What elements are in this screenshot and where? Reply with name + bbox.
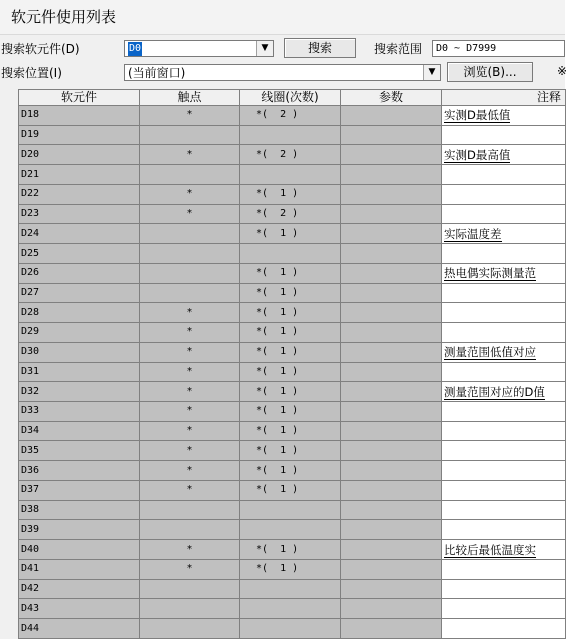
contact-cell[interactable]	[140, 263, 240, 283]
parameter-cell[interactable]	[341, 441, 442, 461]
table-row[interactable]	[19, 500, 566, 520]
parameter-cell[interactable]	[341, 283, 442, 303]
comment-cell[interactable]	[442, 283, 566, 303]
title-bar	[0, 0, 565, 35]
comment-cell[interactable]	[442, 579, 566, 599]
contact-cell[interactable]	[140, 283, 240, 303]
table-row[interactable]	[19, 323, 566, 343]
parameter-cell[interactable]	[341, 480, 442, 500]
table-row[interactable]	[19, 145, 566, 165]
parameter-cell[interactable]	[341, 106, 442, 126]
device-cell[interactable]: D36	[19, 461, 140, 481]
comment-cell[interactable]	[442, 106, 566, 126]
comment-cell[interactable]	[442, 342, 566, 362]
column-header-coil[interactable]: 线圈(次数)	[240, 90, 341, 106]
contact-cell[interactable]: *	[140, 441, 240, 461]
parameter-cell[interactable]	[341, 263, 442, 283]
parameter-cell[interactable]	[341, 224, 442, 244]
coil-cell[interactable]	[240, 244, 341, 264]
chevron-down-icon[interactable]: ▼	[256, 41, 273, 56]
device-cell[interactable]: D31	[19, 362, 140, 382]
comment-cell[interactable]	[442, 224, 566, 244]
browse-button[interactable]: 浏览(B)...	[447, 62, 533, 82]
contact-cell[interactable]: *	[140, 323, 240, 343]
device-cell[interactable]: D29	[19, 323, 140, 343]
coil-cell[interactable]: *( 1 )	[240, 184, 341, 204]
comment-cell[interactable]	[442, 244, 566, 264]
parameter-cell[interactable]	[341, 559, 442, 579]
contact-cell[interactable]: *	[140, 402, 240, 422]
search-location-label: 搜索位置(I)	[1, 66, 62, 80]
contact-cell[interactable]: *	[140, 382, 240, 402]
table-row[interactable]	[19, 342, 566, 362]
table-row[interactable]	[19, 599, 566, 619]
contact-cell[interactable]	[140, 619, 240, 639]
parameter-cell[interactable]	[341, 342, 442, 362]
comment-cell[interactable]	[442, 540, 566, 560]
parameter-cell[interactable]	[341, 244, 442, 264]
contact-cell[interactable]	[140, 500, 240, 520]
device-cell[interactable]: D33	[19, 402, 140, 422]
table-row[interactable]	[19, 303, 566, 323]
coil-cell[interactable]: *( 2 )	[240, 106, 341, 126]
device-cell[interactable]: D28	[19, 303, 140, 323]
table-row[interactable]	[19, 461, 566, 481]
parameter-cell[interactable]	[341, 184, 442, 204]
search-device-combobox[interactable]	[124, 40, 274, 57]
search-range-field[interactable]: D0 ~ D7999	[432, 40, 565, 57]
comment-cell[interactable]	[442, 421, 566, 441]
device-cell[interactable]: D23	[19, 204, 140, 224]
table-header-row	[19, 90, 566, 106]
contact-cell[interactable]: *	[140, 106, 240, 126]
search-location-combobox[interactable]	[124, 64, 441, 81]
contact-cell[interactable]: *	[140, 342, 240, 362]
coil-cell[interactable]: *( 1 )	[240, 303, 341, 323]
contact-cell[interactable]	[140, 165, 240, 185]
device-cell[interactable]: D41	[19, 559, 140, 579]
parameter-cell[interactable]	[341, 145, 442, 165]
parameter-cell[interactable]	[341, 382, 442, 402]
parameter-cell[interactable]	[341, 461, 442, 481]
edge-mark: ※	[557, 64, 567, 78]
coil-cell[interactable]	[240, 520, 341, 540]
contact-cell[interactable]	[140, 599, 240, 619]
parameter-cell[interactable]	[341, 619, 442, 639]
parameter-cell[interactable]	[341, 323, 442, 343]
comment-cell[interactable]	[442, 184, 566, 204]
parameter-cell[interactable]	[341, 125, 442, 145]
device-cell[interactable]: D21	[19, 165, 140, 185]
parameter-cell[interactable]	[341, 540, 442, 560]
comment-text: 热电偶实际测量范	[444, 266, 536, 281]
coil-cell[interactable]: *( 1 )	[240, 421, 341, 441]
parameter-cell[interactable]	[341, 579, 442, 599]
parameter-cell[interactable]	[341, 599, 442, 619]
column-header-contact[interactable]: 触点	[140, 90, 240, 106]
table-row[interactable]	[19, 441, 566, 461]
contact-cell[interactable]	[140, 520, 240, 540]
contact-cell[interactable]	[140, 244, 240, 264]
device-cell[interactable]: D37	[19, 480, 140, 500]
parameter-cell[interactable]	[341, 520, 442, 540]
contact-cell[interactable]: *	[140, 362, 240, 382]
comment-text: 比较后最低温度实	[444, 542, 536, 557]
comment-cell[interactable]	[442, 402, 566, 422]
device-cell[interactable]: D44	[19, 619, 140, 639]
comment-cell[interactable]	[442, 619, 566, 639]
coil-cell[interactable]: *( 2 )	[240, 204, 341, 224]
table-row[interactable]	[19, 224, 566, 244]
table-row[interactable]	[19, 263, 566, 283]
coil-cell[interactable]: *( 1 )	[240, 480, 341, 500]
comment-cell[interactable]	[442, 382, 566, 402]
comment-cell[interactable]	[442, 303, 566, 323]
search-range-label: 搜索范围	[374, 42, 423, 56]
table-row[interactable]	[19, 402, 566, 422]
contact-cell[interactable]: *	[140, 559, 240, 579]
parameter-cell[interactable]	[341, 402, 442, 422]
contact-cell[interactable]	[140, 579, 240, 599]
comment-cell[interactable]	[442, 125, 566, 145]
coil-cell[interactable]: *( 1 )	[240, 402, 341, 422]
table-row[interactable]	[19, 106, 566, 126]
coil-cell[interactable]: *( 2 )	[240, 145, 341, 165]
table-row[interactable]	[19, 244, 566, 264]
coil-cell[interactable]	[240, 599, 341, 619]
table-row[interactable]	[19, 165, 566, 185]
device-cell[interactable]: D32	[19, 382, 140, 402]
coil-cell[interactable]: *( 1 )	[240, 559, 341, 579]
table-row[interactable]	[19, 559, 566, 579]
coil-cell[interactable]	[240, 619, 341, 639]
coil-cell[interactable]: *( 1 )	[240, 224, 341, 244]
parameter-cell[interactable]	[341, 500, 442, 520]
comment-cell[interactable]	[442, 165, 566, 185]
comment-text: 测量范围低值对应	[444, 345, 536, 360]
table-row[interactable]	[19, 540, 566, 560]
search-device-label: 搜索软元件(D)	[1, 42, 80, 56]
chevron-down-icon[interactable]: ▼	[423, 65, 440, 80]
device-cell[interactable]: D30	[19, 342, 140, 362]
coil-cell[interactable]: *( 1 )	[240, 323, 341, 343]
table-row[interactable]	[19, 283, 566, 303]
contact-cell[interactable]: *	[140, 303, 240, 323]
comment-text: 测量范围对应的D值	[444, 384, 545, 399]
search-location-value[interactable]: (当前窗口)	[128, 66, 186, 80]
table-row[interactable]	[19, 421, 566, 441]
window-title: 软元件使用列表	[11, 8, 117, 26]
parameter-cell[interactable]	[341, 421, 442, 441]
comment-cell[interactable]	[442, 204, 566, 224]
comment-cell[interactable]	[442, 441, 566, 461]
table-row[interactable]	[19, 480, 566, 500]
coil-cell[interactable]: *( 1 )	[240, 461, 341, 481]
comment-text: 实测D最高值	[444, 147, 511, 162]
comment-text: 实测D最低值	[444, 108, 511, 123]
device-cell[interactable]: D40	[19, 540, 140, 560]
contact-cell[interactable]: *	[140, 204, 240, 224]
table-row[interactable]	[19, 579, 566, 599]
contact-cell[interactable]	[140, 125, 240, 145]
coil-cell[interactable]: *( 1 )	[240, 263, 341, 283]
coil-cell[interactable]	[240, 125, 341, 145]
table-row[interactable]	[19, 520, 566, 540]
comment-cell[interactable]	[442, 362, 566, 382]
device-cell[interactable]: D27	[19, 283, 140, 303]
comment-cell[interactable]	[442, 263, 566, 283]
contact-cell[interactable]: *	[140, 461, 240, 481]
table-row[interactable]	[19, 125, 566, 145]
coil-cell[interactable]	[240, 579, 341, 599]
device-cell[interactable]: D22	[19, 184, 140, 204]
device-cell[interactable]: D26	[19, 263, 140, 283]
comment-cell[interactable]	[442, 461, 566, 481]
device-cell[interactable]: D24	[19, 224, 140, 244]
search-device-value[interactable]: D0	[129, 43, 142, 54]
device-cell[interactable]: D34	[19, 421, 140, 441]
parameter-cell[interactable]	[341, 204, 442, 224]
coil-cell[interactable]: *( 1 )	[240, 382, 341, 402]
contact-cell[interactable]: *	[140, 540, 240, 560]
contact-cell[interactable]: *	[140, 421, 240, 441]
contact-cell[interactable]	[140, 224, 240, 244]
coil-cell[interactable]: *( 1 )	[240, 441, 341, 461]
comment-cell[interactable]	[442, 323, 566, 343]
parameter-cell[interactable]	[341, 165, 442, 185]
device-cell[interactable]: D20	[19, 145, 140, 165]
device-cell[interactable]: D35	[19, 441, 140, 461]
device-usage-table	[18, 89, 566, 639]
contact-cell[interactable]: *	[140, 145, 240, 165]
device-cell[interactable]: D38	[19, 500, 140, 520]
comment-cell[interactable]	[442, 480, 566, 500]
coil-cell[interactable]: *( 1 )	[240, 540, 341, 560]
coil-cell[interactable]: *( 1 )	[240, 342, 341, 362]
column-header-comment[interactable]: 注释	[442, 90, 566, 106]
comment-cell[interactable]	[442, 520, 566, 540]
contact-cell[interactable]: *	[140, 480, 240, 500]
device-cell[interactable]: D39	[19, 520, 140, 540]
parameter-cell[interactable]	[341, 303, 442, 323]
contact-cell[interactable]: *	[140, 184, 240, 204]
coil-cell[interactable]: *( 1 )	[240, 283, 341, 303]
comment-cell[interactable]	[442, 145, 566, 165]
comment-cell[interactable]	[442, 599, 566, 619]
table-row[interactable]	[19, 204, 566, 224]
comment-text: 实际温度差	[444, 226, 502, 241]
column-header-parameter[interactable]: 参数	[341, 90, 442, 106]
coil-cell[interactable]	[240, 165, 341, 185]
table-row[interactable]	[19, 362, 566, 382]
parameter-cell[interactable]	[341, 362, 442, 382]
table-row[interactable]	[19, 184, 566, 204]
comment-cell[interactable]	[442, 500, 566, 520]
device-cell[interactable]: D19	[19, 125, 140, 145]
coil-cell[interactable]: *( 1 )	[240, 362, 341, 382]
column-header-device[interactable]: 软元件	[19, 90, 140, 106]
comment-cell[interactable]	[442, 559, 566, 579]
device-cell[interactable]: D43	[19, 599, 140, 619]
search-button[interactable]: 搜索	[284, 38, 356, 58]
table-row[interactable]	[19, 382, 566, 402]
device-cell[interactable]: D42	[19, 579, 140, 599]
device-cell[interactable]: D25	[19, 244, 140, 264]
table-row[interactable]	[19, 619, 566, 639]
coil-cell[interactable]	[240, 500, 341, 520]
device-cell[interactable]: D18	[19, 106, 140, 126]
